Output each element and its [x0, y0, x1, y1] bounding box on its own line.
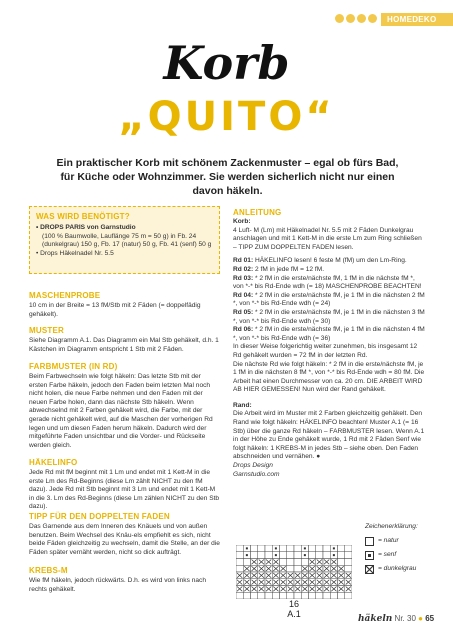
- chart-legend: [365, 523, 445, 574]
- round-line: [233, 257, 426, 266]
- chart-cell: [294, 545, 301, 552]
- chart-cell: [338, 559, 345, 566]
- chart-cell: [236, 565, 243, 572]
- chart-cell: [301, 592, 308, 599]
- category-label: HOMEDEKO: [381, 13, 453, 26]
- legend-item: [365, 537, 445, 546]
- round-line: [233, 309, 426, 326]
- round-text: * 2 fM in die erste/nächste fM, je 1 fM in die nächsten 4 fM *, von *-* bis Rd-Ende wdh (= 36): [233, 326, 425, 342]
- instructions-heading: ANLEITUNG: [233, 208, 282, 217]
- header-dot: [357, 14, 366, 23]
- round-label: Rd 06:: [233, 326, 254, 334]
- round-text: * 2 fM in die erste/nächste fM, je 1 fM in die nächsten 2 fM *, von *-* bis Rd-Ende wdh (= 24): [233, 291, 425, 308]
- legend-title: Zeichenerklärung:: [365, 523, 418, 530]
- chart-cell: [309, 552, 316, 559]
- chart-cell: [294, 592, 301, 599]
- chart-cell: [280, 592, 287, 599]
- round-label: Rd 01:: [233, 257, 254, 265]
- issue-number: Nr. 30: [394, 614, 416, 623]
- section-heading: HÄKELINFO: [29, 458, 78, 467]
- chart-cell: [309, 592, 316, 599]
- round-label: Rd 02:: [233, 265, 254, 273]
- chart-dot: [304, 554, 306, 556]
- chart-cell: [258, 545, 265, 552]
- section-text: Siehe Diagramm A.1. Das Diagramm ein Mal Stb gehäkelt, d.h. 1 Kästchen im Diagramm entspricht 1 Stb mit 2 Fäden.: [29, 337, 219, 353]
- section-haekelinfo: [29, 458, 220, 512]
- chart-dot: [304, 547, 306, 549]
- section-heading: MUSTER: [29, 326, 64, 335]
- chart-cell: [345, 592, 352, 599]
- chart-name: A.1: [287, 609, 301, 619]
- chart-cell: [294, 565, 301, 572]
- korb-text: 4 Luft- M (Lm) mit Häkelnadel Nr. 5.5 mit 2 Fäden Dunkelgrau anschlagen und mit 1 Kett-M in die erste Lm zum Ring schließen – TIPP ZUM DOPPELTEN FADEN lesen.: [233, 226, 422, 251]
- instructions: [233, 208, 426, 479]
- chart-cell: [345, 559, 352, 566]
- chart-cell: [251, 545, 258, 552]
- chart-cell: [280, 552, 287, 559]
- section-maschenprobe: [29, 291, 220, 319]
- chart-cell: [287, 559, 294, 566]
- materials-box: [29, 206, 220, 274]
- section-heading: TIPP FÜR DEN DOPPELTEN FADEN: [29, 512, 170, 521]
- chart-cell: [236, 592, 243, 599]
- chart-cell: [287, 565, 294, 572]
- chart-cell: [316, 592, 323, 599]
- section-text: Wie fM häkeln, jedoch rückwärts. D.h. es wird von links nach rechts gehäkelt.: [29, 577, 207, 593]
- square-dot-icon: [365, 551, 374, 560]
- section-heading: KREBS-M: [29, 566, 68, 575]
- chart-width-label: 16: [288, 599, 299, 609]
- chart-cell: [316, 552, 323, 559]
- chart-cell: [265, 552, 272, 559]
- footer: häkeln Nr. 30 ● 65: [358, 614, 435, 624]
- round-text: HÄKELINFO lesen! 6 feste M (fM) um den Lm-Ring.: [255, 257, 407, 265]
- round-label: Rd 03:: [233, 274, 254, 282]
- chart-cell: [338, 592, 345, 599]
- chart-cell: [345, 552, 352, 559]
- chart-cell: [309, 545, 316, 552]
- pattern-chart: [236, 545, 352, 599]
- round-line: [233, 326, 426, 343]
- materials-item: • DROPS PARIS von Garnstudio: [36, 224, 136, 231]
- chart-cell: [243, 559, 250, 566]
- header-dot: [346, 14, 355, 23]
- chart-cell: [294, 552, 301, 559]
- round-text: * 2 fM in die erste/nächste fM, 1 fM in die nächste fM *, von *-* bis Rd-Ende wdh (= 18) MASCHENPROBE BEACHTEN!: [233, 274, 422, 291]
- round-line: [233, 275, 426, 292]
- chart-cell: [338, 545, 345, 552]
- materials-item: • Drops Häkelnadel Nr. 5.5: [36, 249, 114, 257]
- chart-dot: [246, 554, 248, 556]
- chart-cell: [330, 592, 337, 599]
- chart-cell: [287, 552, 294, 559]
- magazine-name: häkeln: [358, 614, 393, 624]
- chart-cell: [236, 545, 243, 552]
- square-empty-icon: [365, 537, 374, 546]
- round-text: * 2 fM in die erste/nächste fM, je 1 fM in die nächsten 3 fM *, von *-* bis Rd-Ende wdh (= 30): [233, 308, 425, 325]
- chart-cell: [251, 552, 258, 559]
- section-text: Jede Rd mit fM beginnt mit 1 Lm und endet mit 1 Kett-M in die erste Lm des Rd-Beginns (diese Lm zählt NICHT zu den fM dazu). Jede Rd mit Stb beginnt mit 3 Lm und endet mit 1 Kett-M in die 3. Lm des Rd-Beginns (diese Lm zählen NICHT zu den Stb dazu).: [29, 469, 220, 511]
- chart-dot: [275, 547, 277, 549]
- continue-text: In dieser Weise folgerichtig weiter zunehmen, bis insgesamt 12 Rd gehäkelt wurden = 72 fM in der letzten Rd.: [233, 343, 418, 359]
- legend-label: = senf: [378, 550, 397, 558]
- chart-cell: [345, 545, 352, 552]
- chart-cell: [294, 559, 301, 566]
- section-text: Beim Farbwechseln wie folgt häkeln: Das letzte Stb mit der ersten Farbe häkeln, jedoch den Faden beim letzten Mal noch nicht holen, die neue Farbe nehmen und den Faden mit der neuen Farbe holen, dann das nächste Stb häkeln. Wenn abwechselnd mit 2 Farben gehäkelt wird, die Farbe, mit der gerade nicht gehäkelt wird, auf die Maschen der vorherigen Rd legen und um diesen Faden herum häkeln. Dadurch wird der mitgeführte Faden unsichtbar und die Vorder- und Rückseite werden gleich.: [29, 373, 213, 449]
- chart-cell: [323, 545, 330, 552]
- chart-cell: [272, 592, 279, 599]
- next-round-text: Die nächste Rd wie folgt häkeln: * 2 fM in die erste/nächste fM, je 1 fM in die nächsten 8 fM *, von *-* bis Rd-Ende wdh = 80 fM. Die Arbeit hat einen Durchmesser von ca. 20 cm. DIE ARBEIT WIRD AB HIER GEMESSEN! Nun wird der Rand gehäkelt.: [233, 360, 425, 394]
- page-title: „QUITO“: [118, 94, 335, 140]
- chart-cell: [301, 559, 308, 566]
- credit: Drops Design: [233, 462, 273, 470]
- chart-cell: [287, 545, 294, 552]
- section-text: Das Garnende aus dem Inneren des Knäuels und von außen benutzen. Beim Wechsel des Knäu-els empfiehlt es sich, nicht beide Fäden gleichzeitig zu wechseln, damit die Stelle, an der die Fäden später vernäht werden, nicht so dick aufträgt.: [29, 523, 220, 556]
- chart-cell: [265, 592, 272, 599]
- chart-cell: [236, 552, 243, 559]
- intro-text: Ein praktischer Korb mit schönem Zackenmuster – egal ob fürs Bad, für Küche oder Wohnzimmer. Sie werden sicherlich nicht nur einen davon häkeln.: [56, 157, 399, 197]
- round-line: [233, 292, 426, 309]
- page-number: 65: [425, 614, 435, 623]
- materials-item: (100 % Baumwolle, Lauflänge 75 m = 50 g) in Fb. 24 (dunkelgrau) 150 g, Fb. 17 (natur) 50 g, Fb. 41 (senf) 50 g: [42, 232, 212, 249]
- header-dot: [335, 14, 344, 23]
- round-line: [233, 266, 426, 275]
- round-label: Rd 05:: [233, 308, 254, 316]
- square-cross-icon: [365, 565, 374, 574]
- korb-label: Korb:: [233, 218, 251, 225]
- round-text: 2 fM in jede fM = 12 fM.: [255, 265, 325, 273]
- section-heading: MASCHENPROBE: [29, 291, 101, 300]
- section-muster: [29, 326, 220, 354]
- chart-dot: [333, 547, 335, 549]
- chart-cell: [251, 592, 258, 599]
- header-dots: [335, 14, 377, 23]
- section-heading: FARBMUSTER (IN RD): [29, 362, 118, 371]
- chart-cell: [236, 559, 243, 566]
- legend-label: = natur: [378, 536, 399, 544]
- chart-cell: [258, 592, 265, 599]
- round-label: Rd 04:: [233, 291, 254, 299]
- chart-cell: [265, 545, 272, 552]
- header-dot: [368, 14, 377, 23]
- section-tipp: [29, 512, 220, 557]
- chart-cell: [287, 592, 294, 599]
- chart-cell: [345, 565, 352, 572]
- chart-dot: [246, 547, 248, 549]
- chart-cell: [316, 545, 323, 552]
- chart-cell: [280, 559, 287, 566]
- chart-cell: [323, 592, 330, 599]
- chart-cell: [258, 552, 265, 559]
- section-text: 10 cm in der Breite = 13 fM/Stb mit 2 Fäden (= doppelfädig gehäkelt).: [29, 302, 201, 318]
- chart-cell: [280, 545, 287, 552]
- legend-item: [365, 565, 445, 574]
- chart-cell: [243, 592, 250, 599]
- legend-label: = dunkelgrau: [378, 564, 417, 572]
- section-farbmuster: [29, 362, 220, 450]
- rand-label: Rand:: [233, 401, 252, 409]
- section-krebs: [29, 566, 220, 594]
- chart-dot: [333, 554, 335, 556]
- title-script: Korb: [163, 36, 290, 90]
- chart-cell: [323, 552, 330, 559]
- materials-heading: WAS WIRD BENÖTIGT?: [36, 212, 130, 221]
- legend-item: [365, 551, 445, 560]
- credit: Garnstudio.com: [233, 470, 280, 478]
- chart-dot: [275, 554, 277, 556]
- chart-cell: [338, 552, 345, 559]
- rand-text: Die Arbeit wird im Muster mit 2 Farben gleichzeitig gehäkelt. Den Rand wie folgt häkeln: HÄKELINFO beachten! Muster A.1 (= 16 Stb) über die ganze Rd häkeln – FARBMUSTER lesen. Wenn A.1 in der Höhe zu Ende gehäkelt wurde, 1 Rd mit 2 Fäden Senf wie folgt häkeln: 1 KREBS-M in jedes Stb – siehe oben. Den Faden abschneiden und vernähen. ●: [233, 410, 425, 461]
